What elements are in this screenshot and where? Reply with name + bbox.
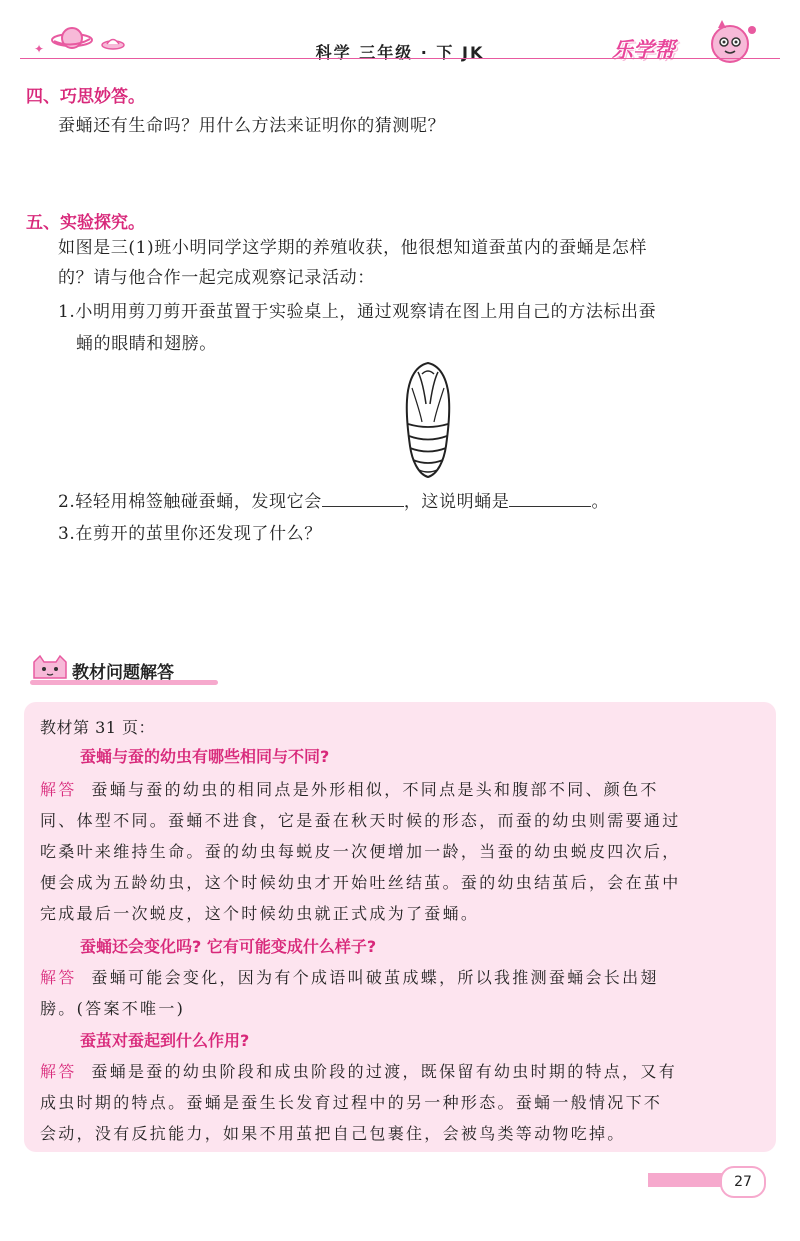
question-1-line2: 蛹的眼睛和翅膀。 [76,334,217,354]
cat-badge-icon [30,652,70,682]
answer-2-line-2: 膀。(答案不唯一) [40,999,186,1018]
answer-1-line-3: 吃桑叶来维持生命。蚕的幼虫每蜕皮一次便增加一龄，当蚕的幼虫蜕皮四次后， [40,842,681,861]
textbook-answers-badge: 教材问题解答 [72,663,174,683]
section-4-title: 四、巧思妙答。 [26,87,145,107]
silkworm-pupa-illustration [396,360,460,480]
question-2-part2: ，这说明蛹是 [403,492,510,512]
answer-1-text-1: 蚕蛹与蚕的幼虫的相同点是外形相似，不同点是头和腹部不同、颜色不 [91,780,659,799]
answer-1-line-4: 便会成为五龄幼虫，这个时候幼虫才开始吐丝结茧。蚕的幼虫结茧后，会在茧中 [40,873,681,892]
question-3: 3.在剪开的茧里你还发现了什么？ [58,524,322,544]
answer-label: 解答 [40,780,77,799]
textbook-page-ref: 教材第 31 页： [40,718,156,737]
answer-3-line-1 [40,1056,677,1087]
answer-1-line-2: 同、体型不同。蚕蛹不进食，它是蚕在秋天时候的形态，而蚕的幼虫则需要通过 [40,811,681,830]
textbook-question-3: 蚕茧对蚕起到什么作用? [80,1031,250,1050]
answer-label: 解答 [40,968,77,987]
answer-label: 解答 [40,1062,77,1081]
textbook-question-2: 蚕蛹还会变化吗? 它有可能变成什么样子? [80,937,377,956]
answer-blank-2[interactable] [509,488,591,507]
answer-3-line-3: 会动，没有反抗能力，如果不用茧把自己包裹住，会被鸟类等动物吃掉。 [40,1124,626,1143]
answer-2-line-1 [40,962,659,993]
answer-1-line-1 [40,774,659,805]
question-2-part1: 2.轻轻用棉签触碰蚕蛹，发现它会 [58,492,322,512]
answer-blank-1[interactable] [322,488,404,507]
answer-3-text-1: 蚕蛹是蚕的幼虫阶段和成虫阶段的过渡，既保留有幼虫时期的特点，又有 [91,1062,677,1081]
answer-3-line-2: 成虫时期的特点。蚕蛹是蚕生长发育过程中的另一种形态。蚕蛹一般情况下不 [40,1093,663,1112]
question-1-line1: 1.小明用剪刀剪开蚕茧置于实验桌上，通过观察请在图上用自己的方法标出蚕 [58,302,657,322]
brand-logo: 乐学帮 [612,38,675,62]
answer-2-text-1: 蚕蛹可能会变化，因为有个成语叫破茧成蝶，所以我推测蚕蛹会长出翅 [91,968,659,987]
section-5-title: 五、实验探究。 [26,213,145,233]
question-2 [58,488,609,516]
textbook-question-1: 蚕蛹与蚕的幼虫有哪些相同与不同? [80,747,330,766]
section-5-intro-line1: 如图是三(1)班小明同学这学期的养殖收获，他很想知道蚕茧内的蚕蛹是怎样 [58,238,648,258]
section-4-question: 蚕蛹还有生命吗？用什么方法来证明你的猜测呢？ [58,116,446,136]
question-2-part3: 。 [591,492,610,512]
section-5-intro-line2: 的？请与他合作一起完成观察记录活动： [58,268,375,288]
star-icon: ✦ [34,42,45,56]
header-title: 科学 三年级 · 下 JK [315,43,485,62]
header-divider [20,58,780,59]
page-number: 27 [720,1166,766,1198]
answer-1-line-5: 完成最后一次蜕皮，这个时候幼虫就正式成为了蚕蛹。 [40,904,480,923]
